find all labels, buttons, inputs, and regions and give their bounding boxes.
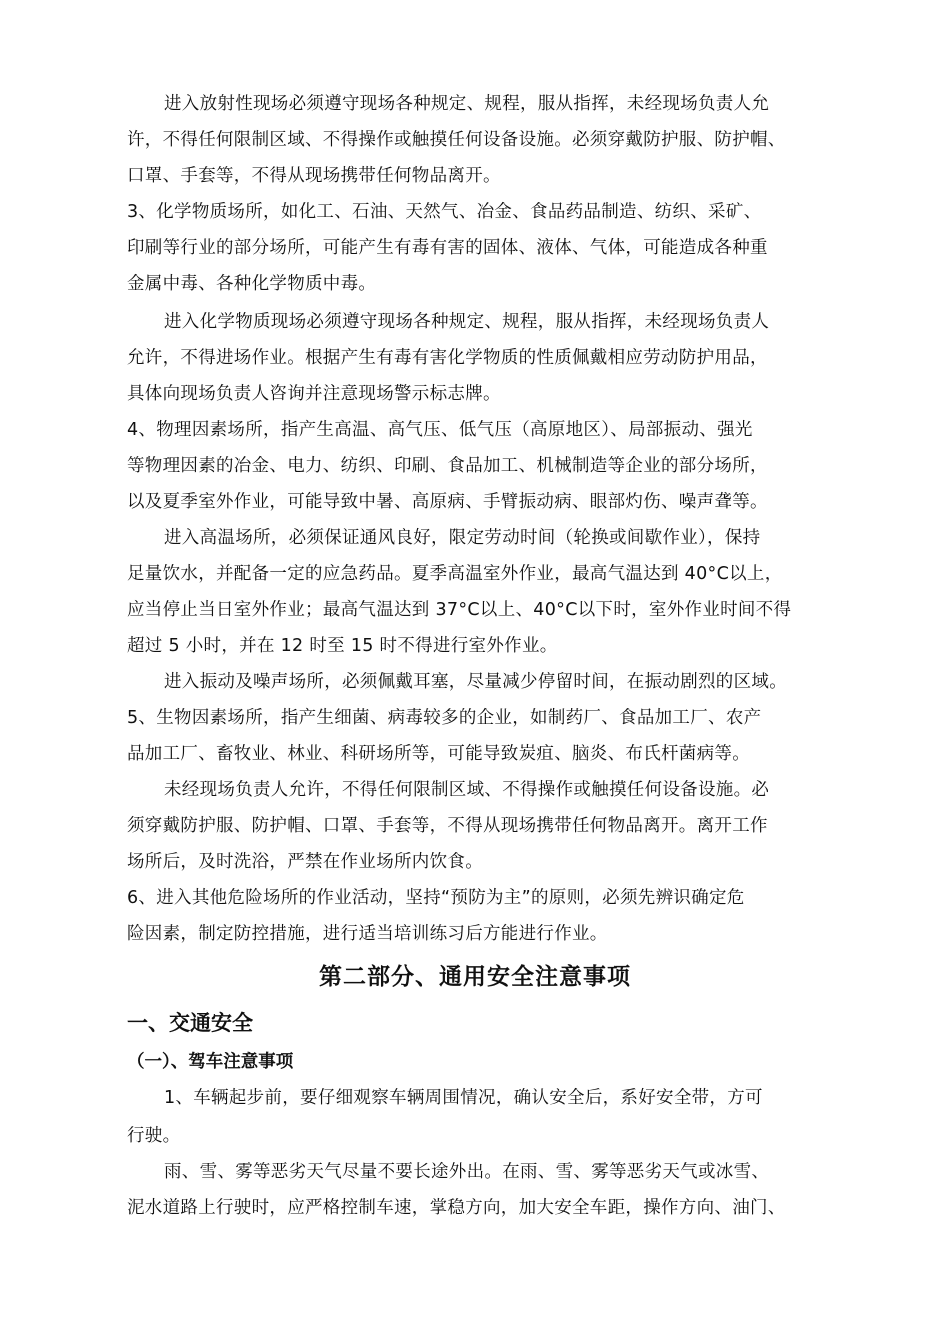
- subsection-title: （一）、驾车注意事项: [127, 1052, 294, 1072]
- text-line: 应当停止当日室外作业；最高气温达到 37°C以上、40°C以下时，室外作业时间不得: [127, 600, 792, 620]
- text-line: 须穿戴防护服、防护帽、口罩、手套等，不得从现场携带任何物品离开。离开工作: [127, 816, 768, 836]
- text-line: 场所后，及时洗浴，严禁在作业场所内饮食。: [127, 852, 483, 872]
- text-line: 许，不得任何限制区域、不得操作或触摸任何设备设施。必须穿戴防护服、防护帽、: [127, 130, 786, 150]
- text-line: 4、物理因素场所，指产生高温、高气压、低气压（高原地区）、局部振动、强光: [127, 420, 753, 440]
- text-line: 1、车辆起步前，要仔细观察车辆周围情况，确认安全后，系好安全带，方可: [164, 1088, 763, 1108]
- text-line: 口罩、手套等，不得从现场携带任何物品离开。: [127, 166, 501, 186]
- text-line: 具体向现场负责人咨询并注意现场警示标志牌。: [127, 384, 501, 404]
- text-line: 泥水道路上行驶时，应严格控制车速，掌稳方向，加大安全车距，操作方向、油门、: [127, 1198, 786, 1218]
- text-line: 未经现场负责人允许，不得任何限制区域、不得操作或触摸任何设备设施。必: [164, 780, 770, 800]
- text-line: 以及夏季室外作业，可能导致中暑、高原病、手臂振动病、眼部灼伤、噪声聋等。: [127, 492, 768, 512]
- text-line: 进入高温场所，必须保证通风良好，限定劳动时间（轮换或间歇作业），保持: [164, 528, 761, 548]
- text-line: 5、生物因素场所，指产生细菌、病毒较多的企业，如制药厂、食品加工厂、农产: [127, 708, 762, 728]
- text-line: 允许，不得进场作业。根据产生有毒有害化学物质的性质佩戴相应劳动防护用品，: [127, 348, 768, 368]
- part-title: 第二部分、通用安全注意事项: [319, 964, 631, 990]
- text-line: 6、进入其他危险场所的作业活动，坚持“预防为主”的原则，必须先辨识确定危: [127, 888, 745, 908]
- text-line: 进入放射性现场必须遵守现场各种规定、规程，服从指挥，未经现场负责人允: [164, 94, 770, 114]
- text-line: 超过 5 小时，并在 12 时至 15 时不得进行室外作业。: [127, 636, 558, 656]
- text-line: 等物理因素的冶金、电力、纺织、印刷、食品加工、机械制造等企业的部分场所，: [127, 456, 768, 476]
- text-line: 3、化学物质场所，如化工、石油、天然气、冶金、食品药品制造、纺织、采矿、: [127, 202, 762, 222]
- text-line: 雨、雪、雾等恶劣天气尽量不要长途外出。在雨、雪、雾等恶劣天气或冰雪、: [164, 1162, 770, 1182]
- text-line: 进入振动及噪声场所，必须佩戴耳塞，尽量减少停留时间，在振动剧烈的区域。: [164, 672, 787, 692]
- text-line: 品加工厂、畜牧业、林业、科研场所等，可能导致炭疽、脑炎、布氏杆菌病等。: [127, 744, 750, 764]
- text-line: 印刷等行业的部分场所，可能产生有毒有害的固体、液体、气体，可能造成各种重: [127, 238, 768, 258]
- text-line: 险因素，制定防控措施，进行适当培训练习后方能进行作业。: [127, 924, 608, 944]
- text-line: 行驶。: [127, 1126, 181, 1146]
- text-line: 金属中毒、各种化学物质中毒。: [127, 274, 377, 294]
- section-title: 一、交通安全: [127, 1011, 253, 1035]
- text-line: 进入化学物质现场必须遵守现场各种规定、规程，服从指挥，未经现场负责人: [164, 312, 770, 332]
- text-line: 足量饮水，并配备一定的应急药品。夏季高温室外作业，最高气温达到 40°C以上，: [127, 564, 783, 584]
